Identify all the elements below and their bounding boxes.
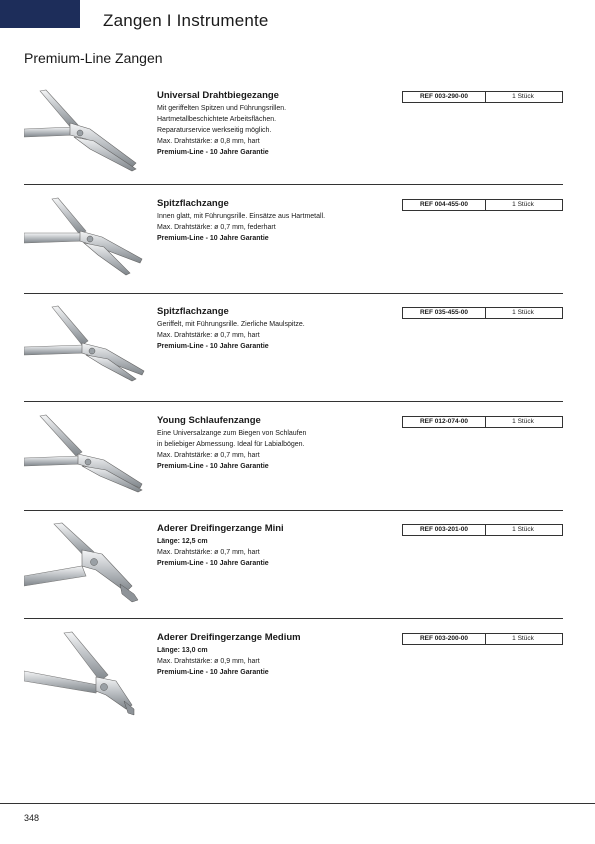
product-name: Universal Drahtbiegezange (157, 90, 279, 101)
product-entry (24, 522, 564, 614)
product-desc-line: Hartmetallbeschichtete Arbeitsflächen. (157, 116, 277, 123)
plier-image (24, 631, 146, 721)
product-entry (24, 197, 564, 289)
product-guarantee: Premium-Line - 10 Jahre Garantie (157, 149, 269, 156)
product-guarantee: Premium-Line - 10 Jahre Garantie (157, 235, 269, 242)
plier-image (24, 522, 146, 612)
product-text (157, 89, 407, 158)
product-divider (24, 293, 563, 294)
product-name: Spitzflachzange (157, 306, 229, 317)
product-qty: 1 Stück (484, 307, 563, 319)
product-name: Aderer Dreifingerzange Mini (157, 523, 284, 534)
product-qty: 1 Stück (484, 416, 563, 428)
product-ref: REF 012-074-00 (402, 416, 486, 428)
product-text (157, 631, 407, 678)
product-qty: 1 Stück (484, 524, 563, 536)
product-desc-line: Innen glatt, mit Führungsrille. Einsätze aus Hartmetall. (157, 213, 326, 220)
plier-image (24, 414, 146, 504)
product-ref: REF 035-455-00 (402, 307, 486, 319)
product-qty: 1 Stück (484, 633, 563, 645)
product-desc-line: Max. Drahtstärke: ø 0,7 mm, federhart (157, 224, 276, 231)
product-name: Aderer Dreifingerzange Medium (157, 632, 301, 643)
product-ref: REF 003-201-00 (402, 524, 486, 536)
product-text (157, 305, 407, 352)
product-text (157, 522, 407, 569)
plier-image (24, 305, 146, 395)
product-desc-line: Max. Drahtstärke: ø 0,7 mm, hart (157, 549, 260, 556)
product-guarantee: Premium-Line - 10 Jahre Garantie (157, 669, 269, 676)
product-desc-line: in beliebiger Abmessung. Ideal für Labialbögen. (157, 441, 305, 448)
product-guarantee: Premium-Line - 10 Jahre Garantie (157, 343, 269, 350)
header-color-block (0, 0, 80, 28)
product-guarantee: Premium-Line - 10 Jahre Garantie (157, 560, 269, 567)
product-guarantee: Premium-Line - 10 Jahre Garantie (157, 463, 269, 470)
product-divider (24, 510, 563, 511)
page-header-title: Zangen I Instrumente (103, 11, 269, 30)
product-desc-line: Max. Drahtstärke: ø 0,9 mm, hart (157, 658, 260, 665)
product-entry (24, 89, 564, 181)
product-desc-line: Max. Drahtstärke: ø 0,7 mm, hart (157, 332, 260, 339)
product-desc-line: Geriffelt, mit Führungsrille. Zierliche Maulspitze. (157, 321, 305, 328)
product-desc-line: Mit geriffelten Spitzen und Führungsrillen. (157, 105, 287, 112)
product-desc-line: Eine Universalzange zum Biegen von Schlaufen (157, 430, 307, 437)
product-desc-line: Max. Drahtstärke: ø 0,7 mm, hart (157, 452, 260, 459)
plier-image (24, 197, 146, 287)
product-desc-line: Reparaturservice werkseitig möglich. (157, 127, 272, 134)
product-ref: REF 004-455-00 (402, 199, 486, 211)
product-divider (24, 184, 563, 185)
plier-image (24, 89, 146, 179)
product-entry (24, 631, 564, 723)
product-name: Spitzflachzange (157, 198, 229, 209)
product-text (157, 197, 407, 244)
product-divider (24, 618, 563, 619)
footer-divider (0, 803, 595, 804)
section-title: Premium-Line Zangen (24, 50, 163, 66)
product-ref: REF 003-290-00 (402, 91, 486, 103)
product-ref: REF 003-200-00 (402, 633, 486, 645)
product-qty: 1 Stück (484, 91, 563, 103)
product-length: Länge: 12,5 cm (157, 538, 208, 545)
product-divider (24, 401, 563, 402)
page-number: 348 (24, 813, 40, 823)
product-name: Young Schlaufenzange (157, 415, 261, 426)
product-entry (24, 414, 564, 506)
product-desc-line: Max. Drahtstärke: ø 0,8 mm, hart (157, 138, 260, 145)
product-qty: 1 Stück (484, 199, 563, 211)
product-length: Länge: 13,0 cm (157, 647, 208, 654)
product-entry (24, 305, 564, 397)
product-text (157, 414, 407, 472)
